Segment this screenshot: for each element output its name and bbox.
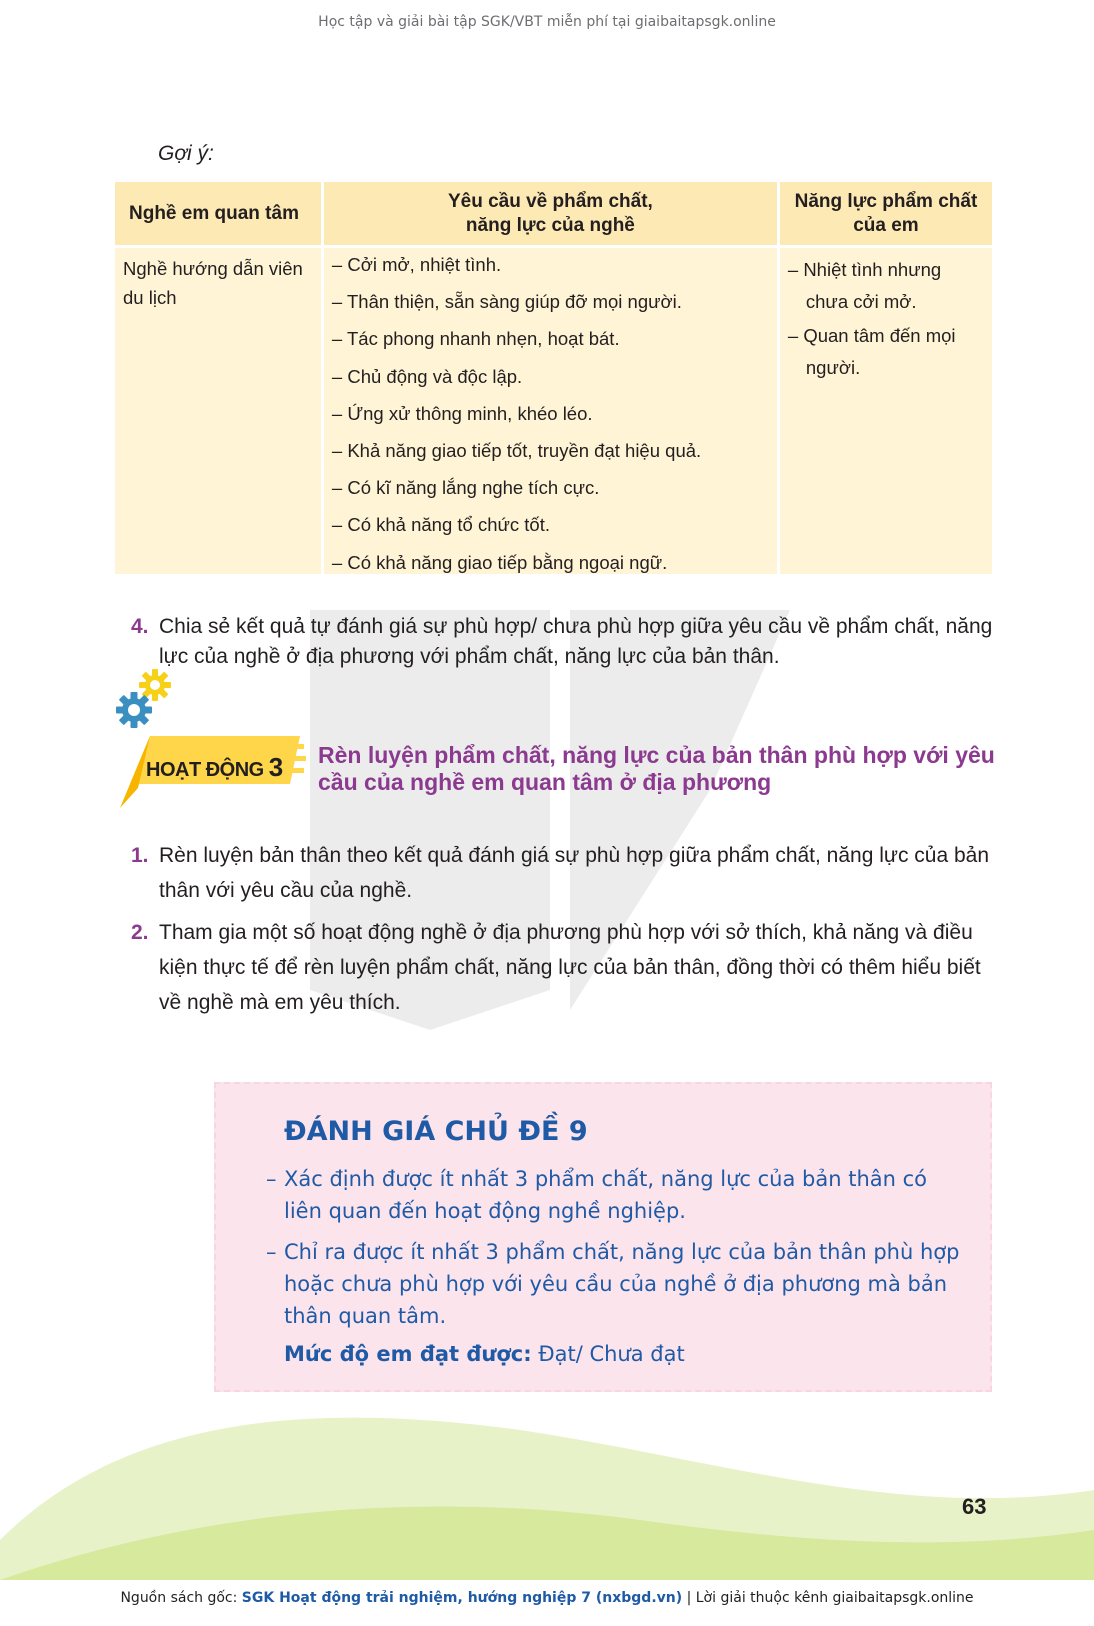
- activity-title: Rèn luyện phẩm chất, năng lực của bản thân phù hợp với yêu cầu của nghề em quan tâm ở địa phương: [318, 742, 995, 795]
- list-item: [266, 1163, 966, 1227]
- level-label: Mức độ em đạt được:: [284, 1342, 532, 1366]
- table-header-career: Nghề em quan tâm: [115, 182, 322, 247]
- evaluation-level: [284, 1342, 685, 1366]
- activity-badge-label: [146, 752, 283, 783]
- dash-bullet: –: [266, 1240, 277, 1264]
- list-item: – Khả năng giao tiếp tốt, truyền đạt hiệu quả.: [331, 439, 702, 461]
- list-item: – Cởi mở, nhiệt tình.: [331, 254, 502, 275]
- item-4: [131, 612, 993, 672]
- list-item: – Có kĩ năng lắng nghe tích cực.: [331, 477, 600, 499]
- top-banner: Học tập và giải bài tập SGK/VBT miễn phí tại giaibaitapsgk.online: [318, 14, 776, 30]
- evaluation-title: ĐÁNH GIÁ CHỦ ĐỀ 9: [284, 1116, 588, 1147]
- page-number: 63: [962, 1494, 987, 1519]
- list-item: – Tác phong nhanh nhẹn, hoạt bát.: [331, 328, 620, 350]
- list-item: – Quan tâm đến mọi người.: [787, 325, 956, 378]
- list-item: [266, 1236, 966, 1332]
- career-text: Nghề hướng dẫn viên du lịch: [123, 258, 303, 308]
- list-item: – Thân thiện, sẵn sàng giúp đỡ mọi người.: [331, 291, 682, 313]
- list-item: – Ứng xử thông minh, khéo léo.: [331, 402, 593, 424]
- guide-table: [115, 182, 992, 574]
- footer: [0, 1590, 1094, 1606]
- list-item: – Nhiệt tình nhưng chưa cởi mở.: [787, 259, 942, 312]
- footer-prefix: Nguồn sách gốc:: [120, 1590, 242, 1606]
- item-number: 4.: [131, 615, 149, 638]
- table-cell-career: [115, 247, 322, 574]
- list-item: – Có khả năng tổ chức tốt.: [331, 514, 550, 536]
- table-cell-self: [778, 247, 992, 574]
- badge-number: 3: [268, 752, 283, 782]
- evaluation-item: Chỉ ra được ít nhất 3 phẩm chất, năng lực của bản thân phù hợp hoặc chưa phù hợp với yêu cầu của nghề ở địa phương mà bản thân quan tâm.: [284, 1240, 960, 1328]
- requirements-list: [332, 254, 769, 574]
- list-item: [131, 838, 993, 908]
- bottom-wave-decoration: [0, 1400, 1094, 1580]
- list-item: – Chủ động và độc lập.: [331, 365, 523, 387]
- level-value: Đạt/ Chưa đạt: [538, 1342, 685, 1366]
- evaluation-item: Xác định được ít nhất 3 phẩm chất, năng lực của bản thân có liên quan đến hoạt động nghề nghiệp.: [284, 1167, 928, 1223]
- dash-bullet: –: [266, 1167, 277, 1191]
- table-header-self: Năng lực phẩm chất của em: [778, 182, 992, 247]
- list-item: – Có khả năng giao tiếp bằng ngoại ngữ.: [331, 551, 668, 573]
- table-header-requirements: Yêu cầu về phẩm chất, năng lực của nghề: [322, 182, 778, 247]
- gear-icon: [114, 690, 154, 730]
- item-number: 2.: [131, 921, 149, 944]
- item-text: Rèn luyện bản thân theo kết quả đánh giá sự phù hợp giữa phẩm chất, năng lực của bản thân với yêu cầu của nghề.: [159, 844, 990, 902]
- hint-label: Gợi ý:: [158, 142, 214, 165]
- footer-suffix: | Lời giải thuộc kênh giaibaitapsgk.online: [682, 1590, 974, 1606]
- badge-label: HOẠT ĐỘNG: [146, 759, 264, 781]
- activity-items: [131, 838, 993, 1027]
- list-item: [131, 915, 993, 1020]
- item-text: Tham gia một số hoạt động nghề ở địa phương phù hợp với sở thích, khả năng và điều kiện thực tế để rèn luyện phẩm chất, năng lực của bản thân, đồng thời có thêm hiểu biết về nghề mà em yêu thích.: [159, 921, 981, 1014]
- item-number: 1.: [131, 844, 149, 867]
- footer-source-link[interactable]: SGK Hoạt động trải nghiệm, hướng nghiệp 7 (nxbgd.vn): [241, 1590, 683, 1606]
- table-cell-requirements: [322, 247, 778, 574]
- item-text: Chia sẻ kết quả tự đánh giá sự phù hợp/ chưa phù hợp giữa yêu cầu về phẩm chất, năng lực của nghề ở địa phương với phẩm chất, năng lực của bản thân.: [159, 615, 993, 668]
- self-qualities-list: [788, 254, 984, 384]
- evaluation-list: [266, 1163, 966, 1341]
